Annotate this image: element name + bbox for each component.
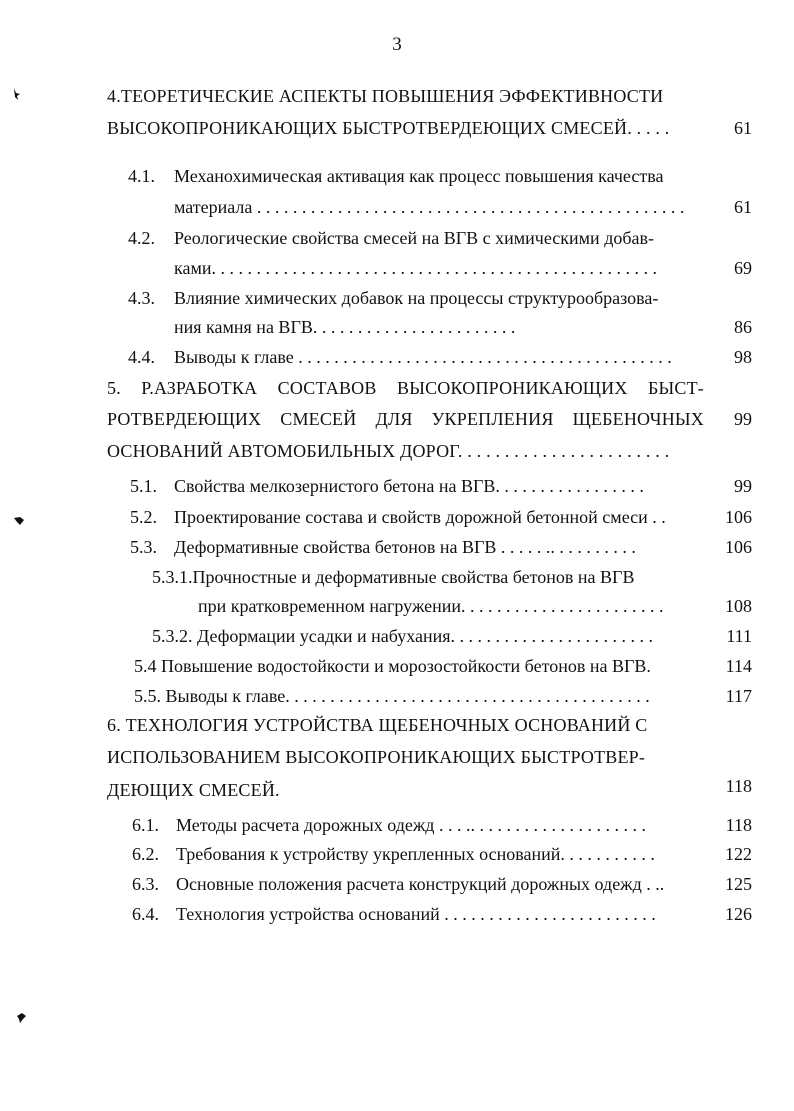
toc-6-1-number: 6.1. [132, 815, 159, 835]
scan-mark-1 [12, 88, 22, 100]
toc-4-1-page: 61 [734, 197, 752, 217]
toc-4-2-title: Реологические свойства смесей на ВГВ с химическими добав- [174, 228, 654, 248]
toc-5-3-number: 5.3. [130, 537, 157, 557]
toc-4-3-title-cont: ния камня на ВГВ. . . . . . . . . . . . . . . . . . . . . . . [174, 317, 516, 337]
toc-5-5-title: 5.5. Выводы к главе. . . . . . . . . . . . . . . . . . . . . . . . . . . . . . . . . . . . . . . . . [134, 686, 650, 706]
toc-chapter-5-page: 99 [734, 409, 752, 429]
toc-5-2-number: 5.2. [130, 507, 157, 527]
toc-4-2-page: 69 [734, 258, 752, 278]
toc-chapter-5-word: СМЕСЕЙ [280, 409, 357, 429]
toc-6-4-page: 126 [725, 904, 752, 924]
toc-4-2-number: 4.2. [128, 228, 155, 248]
toc-6-4-number: 6.4. [132, 904, 159, 924]
page-number: 3 [392, 34, 402, 55]
toc-5-1-number: 5.1. [130, 476, 157, 496]
toc-chapter-5-word: Р.АЗРАБОТКА [141, 378, 258, 398]
toc-5-2-title: Проектирование состава и свойств дорожной бетонной смеси . . [174, 507, 666, 527]
toc-chapter-5-word: СОСТАВОВ [277, 378, 377, 398]
toc-6-2-title: Требования к устройству укрепленных оснований. . . . . . . . . . . [176, 844, 655, 864]
toc-4-1-title-cont: материала . . . . . . . . . . . . . . . . . . . . . . . . . . . . . . . . . . . . . . . . . . . . . . . . [174, 197, 685, 217]
toc-6-1-page: 118 [725, 815, 752, 835]
toc-4-3-number: 4.3. [128, 288, 155, 308]
toc-4-4-page: 98 [734, 347, 752, 367]
toc-chapter-5-word: ВЫСОКОПРОНИКАЮЩИХ [396, 378, 628, 398]
toc-5-3-title: Деформативные свойства бетонов на ВГВ . . . . . .. . . . . . . . . . [174, 537, 636, 557]
toc-chapter-4-page: 61 [734, 118, 752, 138]
toc-5-3-1-page: 108 [725, 596, 752, 616]
toc-chapter-5-word: УКРЕПЛЕНИЯ [431, 409, 554, 429]
toc-chapter-5-word: 5. [107, 378, 121, 398]
toc-5-1-page: 99 [734, 476, 752, 496]
toc-6-3-title: Основные положения расчета конструкций дорожных одежд . .. [176, 874, 665, 894]
toc-6-3-page: 125 [725, 874, 752, 894]
toc-chapter-6-page: 118 [725, 776, 752, 796]
toc-chapter-4-line-1: 4.ТЕОРЕТИЧЕСКИЕ АСПЕКТЫ ПОВЫШЕНИЯ ЭФФЕКТИВНОСТИ [107, 86, 664, 106]
toc-chapter-5-line-1 [107, 377, 704, 399]
toc-5-4-page: 114 [725, 656, 752, 676]
toc-6-2-number: 6.2. [132, 844, 159, 864]
scan-mark-2 [14, 515, 24, 527]
toc-chapter-6-line-2: ИСПОЛЬЗОВАНИЕМ ВЫСОКОПРОНИКАЮЩИХ БЫСТРОТВЕР- [107, 747, 646, 767]
toc-4-3-page: 86 [734, 317, 752, 337]
toc-6-2-page: 122 [725, 844, 752, 864]
toc-chapter-5-word: БЫСТ- [647, 378, 704, 398]
toc-5-3-2-title: 5.3.2. Деформации усадки и набухания. . . . . . . . . . . . . . . . . . . . . . . [152, 626, 654, 646]
toc-6-1-title: Методы расчета дорожных одежд . . . .. . . . . . . . . . . . . . . . . . . . [176, 815, 646, 835]
toc-4-2-title-cont: ками. . . . . . . . . . . . . . . . . . . . . . . . . . . . . . . . . . . . . . . . . . . . . . . . . . [174, 258, 657, 278]
toc-chapter-6-line-1: 6. ТЕХНОЛОГИЯ УСТРОЙСТВА ЩЕБЕНОЧНЫХ ОСНОВАНИЙ С [107, 715, 648, 735]
toc-4-1-number: 4.1. [128, 166, 155, 186]
toc-chapter-5-word: ЩЕБЕНОЧНЫХ [572, 409, 704, 429]
toc-4-4-title: Выводы к главе . . . . . . . . . . . . . . . . . . . . . . . . . . . . . . . . . . . . . . . . . . [174, 347, 672, 367]
toc-chapter-5-word: ДЛЯ [375, 409, 413, 429]
toc-5-1-title: Свойства мелкозернистого бетона на ВГВ. . . . . . . . . . . . . . . . . [174, 476, 644, 496]
toc-chapter-6-line-3: ДЕЮЩИХ СМЕСЕЙ. [107, 780, 280, 800]
toc-4-4-number: 4.4. [128, 347, 155, 367]
toc-5-3-2-page: 111 [726, 626, 752, 646]
toc-5-3-page: 106 [725, 537, 752, 557]
toc-6-3-number: 6.3. [132, 874, 159, 894]
toc-4-3-title: Влияние химических добавок на процессы структурообразова- [174, 288, 659, 308]
toc-5-2-page: 106 [725, 507, 752, 527]
toc-5-3-1-title: 5.3.1.Прочностные и деформативные свойства бетонов на ВГВ [152, 567, 635, 587]
toc-5-3-1-title-cont: при кратковременном нагружении. . . . . . . . . . . . . . . . . . . . . . . [198, 596, 664, 616]
toc-chapter-4-line-2: ВЫСОКОПРОНИКАЮЩИХ БЫСТРОТВЕРДЕЮЩИХ СМЕСЕЙ. . . . . [107, 118, 670, 138]
toc-chapter-5-line-3: ОСНОВАНИЙ АВТОМОБИЛЬНЫХ ДОРОГ. . . . . . . . . . . . . . . . . . . . . . . [107, 441, 670, 461]
toc-chapter-5-word: РОТВЕРДЕЮЩИХ [107, 409, 262, 429]
toc-chapter-5-line-2 [107, 408, 704, 430]
toc-6-4-title: Технология устройства оснований . . . . . . . . . . . . . . . . . . . . . . . . [176, 904, 656, 924]
toc-5-4-title: 5.4 Повышение водостойкости и морозостойкости бетонов на ВГВ. [134, 656, 651, 676]
scan-mark-3 [16, 1012, 26, 1024]
toc-4-1-title: Механохимическая активация как процесс повышения качества [174, 166, 664, 186]
toc-5-5-page: 117 [725, 686, 752, 706]
